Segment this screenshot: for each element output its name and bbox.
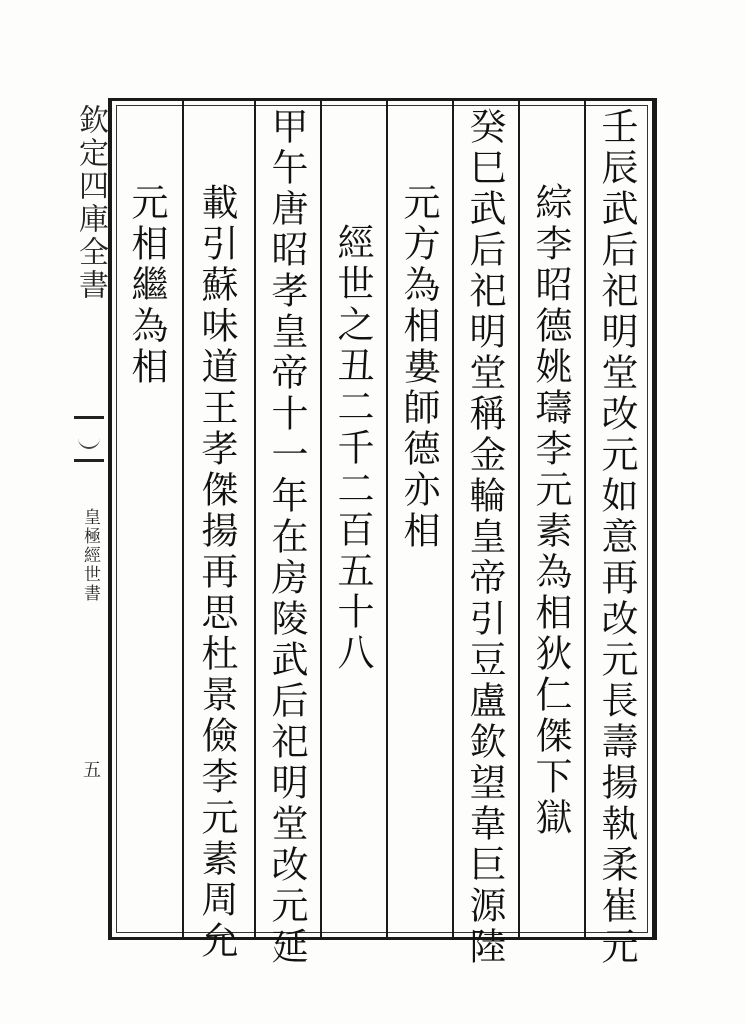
column-divider [518, 101, 520, 937]
text-column-1: 壬辰武后祀明堂改元如意再改元長壽揚執柔崔元 [595, 107, 638, 968]
text-column-4: 元方為相婁師德亦相 [397, 183, 440, 552]
column-divider [386, 101, 388, 937]
column-divider [452, 101, 454, 937]
column-divider [254, 101, 256, 937]
text-column-5: 經世之丑二千二百五十八 [331, 223, 374, 674]
text-frame [108, 98, 657, 968]
column-divider [320, 101, 322, 937]
column-divider [182, 101, 184, 937]
text-column-3: 癸巳武后祀明堂稱金輪皇帝引豆盧欽望韋巨源陸 [463, 107, 506, 968]
page-number: 五 [80, 760, 101, 778]
page-margin-strip [72, 98, 108, 934]
text-column-2: 綜李昭德姚璹李元素為相狄仁傑下獄 [529, 183, 572, 839]
book-title: 欽定四庫全書 [73, 104, 108, 302]
fish-tail-mark [74, 416, 104, 462]
section-title: 皇極經世書 [80, 508, 100, 603]
column-divider [584, 101, 586, 937]
text-column-8: 元相繼為相 [125, 183, 168, 388]
text-column-7: 載引蘇味道王孝傑揚再思杜景儉李元素周允 [195, 183, 238, 962]
text-column-6: 甲午唐昭孝皇帝十一年在房陵武后祀明堂改元延 [265, 107, 308, 968]
